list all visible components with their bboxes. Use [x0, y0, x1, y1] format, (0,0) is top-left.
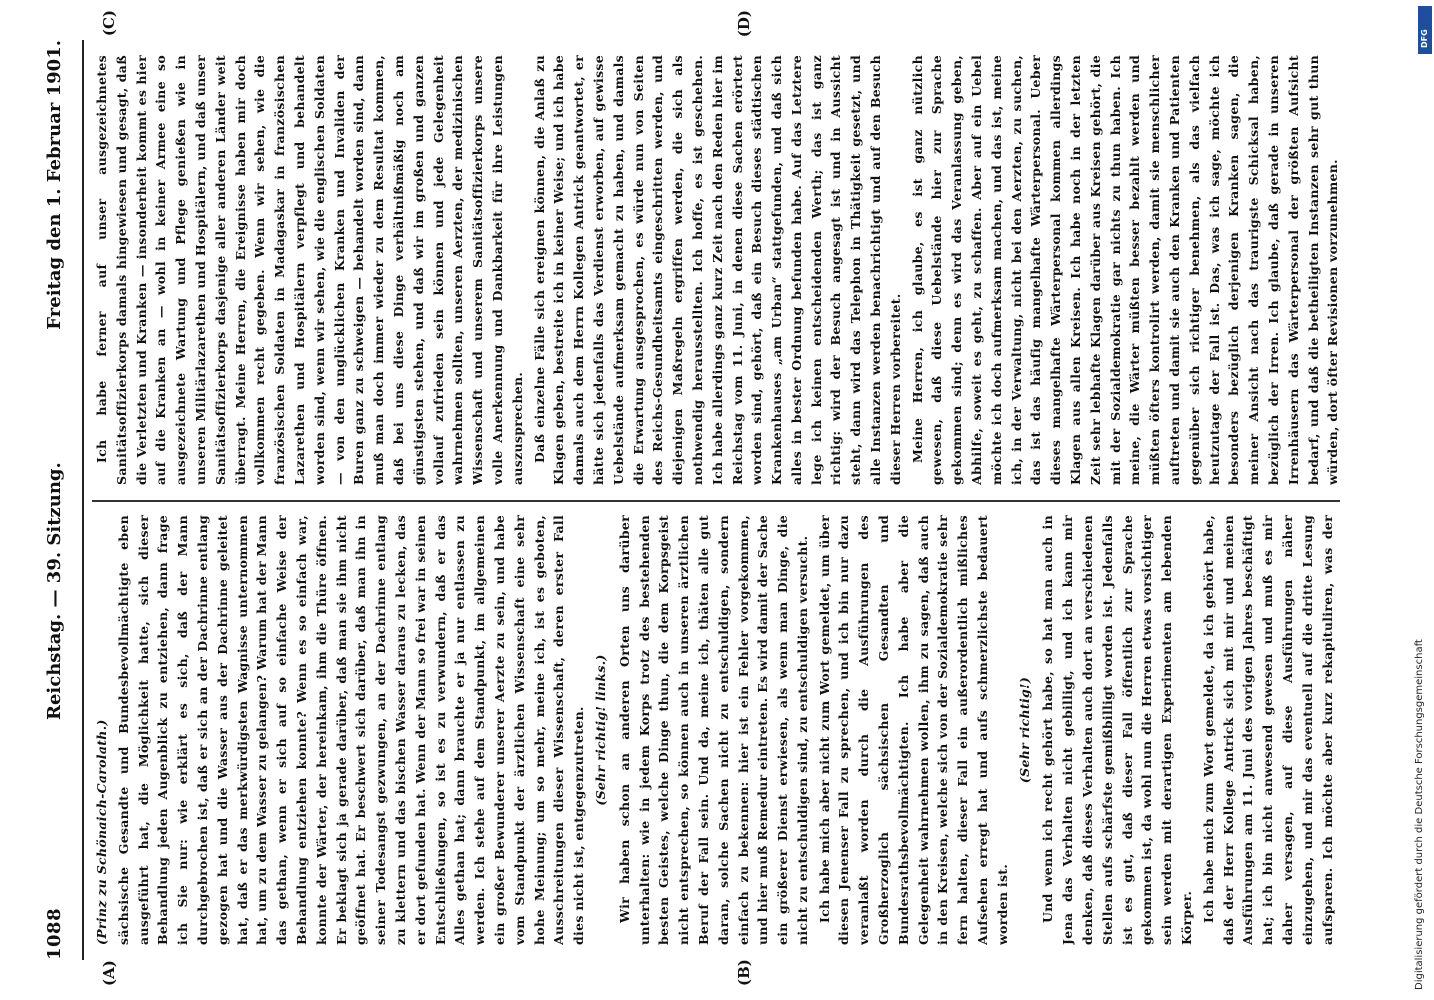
margin-mark-c: (C) [100, 10, 118, 37]
digitization-note [1414, 0, 1434, 1000]
margin-mark-d: (D) [735, 10, 753, 38]
left-column [92, 515, 1340, 945]
digitization-note-text: Digitalisierung gefördert durch die Deutsche Forschungsgemeinschaft [1414, 639, 1425, 990]
page-header [38, 40, 82, 960]
margin-mark-a: (A) [100, 960, 118, 986]
header-rule [82, 40, 84, 960]
paragraph: sächsische Gesandte und Bundesbevollmächtigte eben ausgeführt hat, die Möglichkeit hatte, sich dieser Behandlung jeden Augenblick zu entziehen, dann frage ich Sie nur: wie erklärt es sich, daß der Mann durchgebrochen ist, daß er sich an der Dachrinne entlang gezogen hat und die Wasser aus der Dachrinne geleitet hat, daß er das merkwürdigsten Wagnisse unternommen hat, um zu dem Wasser zu gelangen? Warum hat der Mann das gethan, wenn er sich auf so einfache Weise der Behandlung entziehen konnte? Wenn es so einfach war, konnte der Wärter, der hereinkam, ihm die Thüre öffnen. Er beklagt sich ja gerade darüber, daß man sie ihm nicht geöffnet hat. Er beschwert sich darüber, daß man ihn in seiner Todesangst gezwungen, an der Dachrinne entlang zu klettern und das bischen Wasser daraus zu lecken, das er dort gefunden hat. Wenn der Mann so frei war in seinen Entschließungen, so ist es zu verwundern, daß er das Alles gethan hat; dann brauchte er ja nur entlassen zu werden. Ich stehe auf dem Standpunkt, im allgemeinen ein großer Bewunderer unserer Aerzte zu sein, und habe vom Standpunkt der ärztlichen Wissenschaft eine sehr hohe Meinung; um so mehr, meine ich, ist es geboten, Ausschreitungen dieser Wissenschaft, deren erster Fall dies nicht ist, entgegenzutreten. [115, 515, 587, 945]
right-column [92, 55, 1340, 485]
dfg-logo-text: DFG [1420, 29, 1429, 48]
session-date: Freitag den 1. Februar 1901. [44, 40, 65, 330]
interjection: (Sehr richtig!) [1016, 676, 1032, 784]
speaker-label: (Prinz zu Schönaich-Carolath.) [94, 719, 109, 945]
margin-mark-b: (B) [735, 959, 753, 986]
paragraph: Wir haben schon an anderen Orten uns darüber unterhalten: wie in jedem Korps trotz des bestehenden besten Geistes, welche Dinge thun, die dem Korpsgeist nicht entsprechen, so können auch in unseren ärztlichen Beruf der Fall sein. Und da, meine ich, thäten alle gut daran, solche Sachen nicht zu entschuldigen, sondern einfach zu bekennen: hier ist ein Fehler vorgekommen, und hier muß Remedur eintreten. Es wird damit der Sache ein größerer Dienst erwiesen, als wenn man Dinge, die nicht zu entschuldigen sind, zu entschuldigen versucht. [616, 515, 810, 945]
session-title: Reichstag. — 39. Sitzung. [44, 462, 65, 720]
paragraph: Ich habe mich zum Wort gemeldet, da ich gehört habe, daß der Herr Kollege Antrick sich mit mir und meinen Ausführungen am 11. Juni des vorigen Jahres beschäftigt hat; ich bin nicht anwesend gewesen und muß es mir daher versagen, auf diese Ausführungen näher einzugehen, und mir das eventuell auf die dritte Lesung aufsparen. Ich möchte aber kurz rekapituliren, was der [1200, 515, 1335, 945]
column-divider [92, 500, 1340, 502]
paragraph: Ich habe mich aber nicht zum Wort gemeldet, um über diesen Jenenser Fall zu sprechen, und ich bin nur dazu veranlaßt worden durch die Ausführungen des Großherzoglich sächsischen Gesandten und Bundesrathsbevollmächtigten. Ich habe aber die Gelegenheit wahrnehmen wollen, ihm zu sagen, daß auch in den Kreisen, welche sich von der Sozialdemokratie sehr fern halten, dieser Fall ein außerordentlich mißliches Aufsehen erregt hat und aufs schmerzlichste bedauert worden ist. [816, 515, 1010, 945]
paragraph: Daß einzelne Fälle sich ereignen können, die Anlaß zu Klagen geben, bestreite ich in keiner Weise; und ich habe damals auch dem Herrn Kollegen Antrick geantwortet, er hätte sich jedenfalls das Verdienst erworben, auf gewisse Uebelstände aufmerksam gemacht zu haben, und damals die Erwartung ausgesprochen, es würde nun von Seiten des Reichs-Gesundheitsamts eingeschritten werden, und diejenigen Maßregeln ergriffen werden, die sich als nothwendig herausstellten. Ich hoffe, es ist geschehen. Ich habe allerdings ganz kurz Zeit nach den Reden hier im Reichstag vom 11. Juni, in denen diese Sachen erörtert worden sind, gehört, daß ein Besuch dieses städtischen Krankenhauses „am Urban“ stattgefunden, und daß sich alles in bester Ordnung befunden habe. Auf das Letztere lege ich keinen entscheidenden Werth; das ist ganz richtig: wird der Besuch angesagt ist und in Aussicht steht, dann wird das Telephon in Thätigkeit gesetzt, und alle Instanzen werden benachrichtigt und auf den Besuch dieser Herren vorbereitet. [531, 55, 903, 485]
paragraph: Meine Herren, ich glaube, es ist ganz nützlich gewesen, daß diese Uebelstände hier zur Sprache gekommen sind; denn es wird das Veranlassung geben, Abhilfe, soweit es geht, zu schaffen. Aber auf ein Uebel möchte ich doch aufmerksam machen, und das ist, meine ich, in der Verwaltung, nicht bei den Aerzten, zu suchen, das ist das häufig mangelhafte Wärterpersonal. Ueber dieses mangelhafte Wärterpersonal kommen allerdings Klagen aus allen Kreisen. Ich habe noch in der letzten Zeit sehr lebhafte Klagen darüber aus Kreisen gehört, die mit der Sozialdemokratie gar nichts zu thun haben. Ich meine, die Wärter müßten besser bezahlt werden und müßten öfters kontrolirt werden, damit sie menschlicher auftreten und damit sie auch den Kranken und Patienten gegenüber sich richtiger benehmen, als das vielfach heutzutage der Fall ist. Das, was ich sage, möchte ich besonders bezüglich derjenigen Kranken sagen, die meiner Ansicht nach das traurigste Schicksal haben, bezüglich der Irren. Ich glaube, daß gerade in unseren Irrenhäusern das Wärterpersonal der größten Aufsicht bedarf, und daß die betheiligten Instanzen sehr gut thun würden, dort öfter Revisionen vorzunehmen. [909, 55, 1340, 485]
page-number: 1088 [44, 907, 65, 960]
paragraph: Und wenn ich recht gehört habe, so hat man auch in Jena das Verhalten nicht gebilligt, und ich kann mir denken, daß dieses Verhalten auch dort an verschiedenen Stellen aufs schärfste gemißbilligt worden ist. Jedenfalls ist es gut, daß dieser Fall öffentlich zur Sprache gekommen ist, da wohl nun die Herren etwas vorsichtiger sein werden mit derartigen Experimenten am lebenden Körper. [1040, 515, 1195, 945]
interjection: (Sehr richtig! links.) [592, 654, 608, 806]
paragraph: Ich habe ferner auf unser ausgezeichnetes Sanitätsoffizierkorps damals hingewiesen und gesagt, daß die Verletzten und Kranken — insonderheit kommt es hier auf die Kranken an — wohl in keiner Armee eine so ausgezeichnete Wartung und Pflege genießen wie in unseren Militärlazarethen und Hospitälern, und daß unser Sanitätsoffizierkorps dasjenige aller anderen Länder weit überragt. Meine Herren, die Ereignisse haben mir doch vollkommen recht gegeben. Wenn wir sehen, wie die französischen Soldaten in Madagaskar in französischen Lazarethen und Hospitälern verpflegt und behandelt worden sind, wenn wir sehen, wie die englischen Soldaten — von den unglücklichen Kranken und Invaliden der Buren ganz zu schweigen — behandelt worden sind, dann muß man doch immer wieder zu dem Resultat kommen, daß bei uns diese Dinge verhältnißmäßig noch am günstigsten stehen, und daß wir im großen und ganzen vollauf zufrieden sein können und jede Gelegenheit wahrnehmen sollten, unseren Aerzten, der medizinischen Wissenschaft und unserem Sanitätsoffizierkorps unsere volle Anerkennung und Dankbarkeit für ihre Leistungen auszusprechen. [94, 55, 525, 485]
